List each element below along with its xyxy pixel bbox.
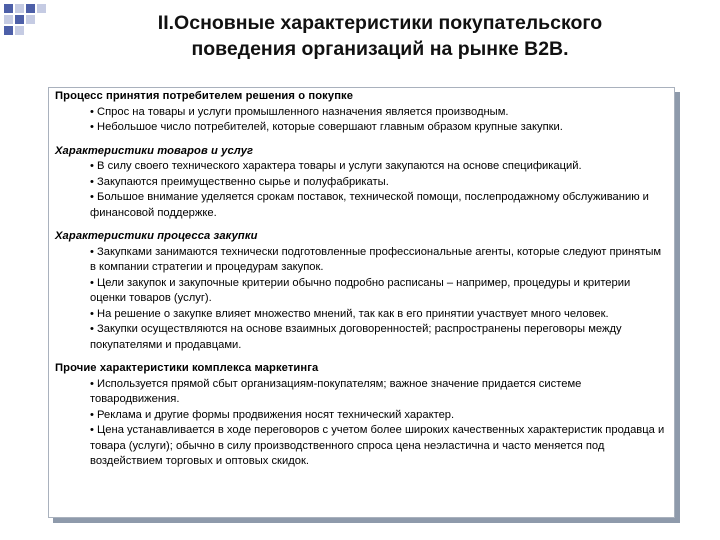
section-heading: Процесс принятия потребителем решения о покупке (55, 90, 354, 102)
bullet-item: • На решение о закупке влияет множество мнений, так как в его принятии участвует много человек. (90, 307, 609, 320)
slide-title-line: поведения организаций на рынке B2B. (191, 38, 569, 60)
section-heading: Характеристики товаров и услуг (55, 144, 254, 157)
corner-square (26, 4, 35, 13)
bullet-item: • Закупаются преимущественно сырье и полуфабрикаты. (90, 175, 389, 188)
slide-title (60, 10, 700, 62)
section-decision-process (55, 89, 668, 136)
corner-square (15, 4, 24, 13)
bullet-item: • Реклама и другие формы продвижения носят технический характер. (90, 408, 455, 421)
bullet-item: • Небольшое число потребителей, которые совершают главным образом крупные закупки. (90, 121, 563, 133)
corner-square (15, 26, 24, 35)
corner-square (4, 4, 13, 13)
bullet-item: • Цена устанавливается в ходе переговоров с учетом более широких качественных характеристик продавца и товара (услуги); обычно в силу производственного спроса цена неэластична и часто меняется под воздействием торговых и оптовых скидок. (90, 424, 665, 467)
bullet-item: • Закупки осуществляются на основе взаимных договоренностей; распространены переговоры между покупателями и продавцами. (90, 323, 622, 351)
corner-square (37, 4, 46, 13)
section-product-characteristics (55, 144, 668, 222)
corner-square (4, 15, 13, 24)
bullet-item: • Спрос на товары и услуги промышленного назначения является производным. (90, 105, 509, 118)
bullet-item: • Большое внимание уделяется срокам поставок, технической помощи, послепродажному обслуживанию и финансовой поддержке. (90, 191, 649, 219)
corner-square (4, 26, 13, 35)
slide-title-line: II.Основные характеристики покупательского (157, 12, 603, 34)
section-purchase-process (55, 229, 668, 353)
bullet-item: • Цели закупок и закупочные критерии обычно подробно расписаны – например, процедуры и критерии оценки товаров (услуг). (90, 276, 631, 304)
bullet-item: • Закупками занимаются технически подготовленные профессиональные агенты, которые следуют принятым в компании стратегии и процедурам закупок. (90, 245, 662, 273)
corner-square (26, 15, 35, 24)
corner-decoration (0, 0, 60, 40)
section-heading: Характеристики процесса закупки (55, 230, 258, 242)
section-marketing-mix (55, 361, 668, 470)
section-heading: Прочие характеристики комплекса маркетинга (55, 362, 319, 374)
bullet-item: • Используется прямой сбыт организациям-покупателям; важное значение придается системе товародвижения. (90, 377, 582, 405)
content-panel (48, 87, 675, 518)
corner-square (15, 15, 24, 24)
bullet-item: • В силу своего технического характера товары и услуги закупаются на основе спецификаций. (90, 160, 582, 172)
